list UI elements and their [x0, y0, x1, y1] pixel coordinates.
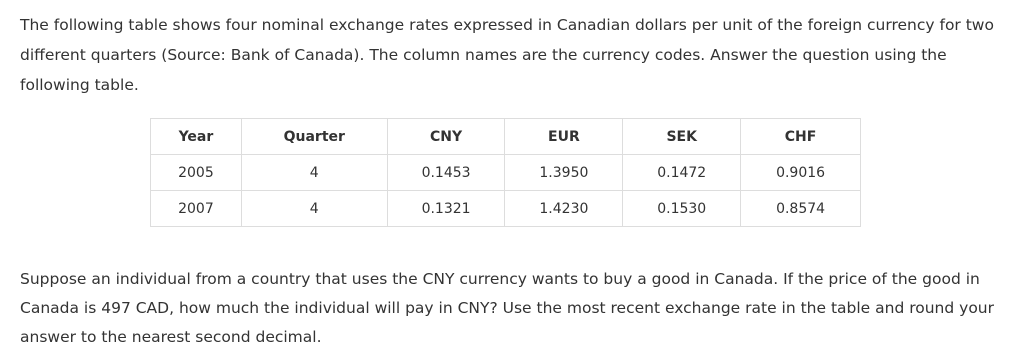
header-chf: CHF — [741, 119, 861, 155]
table-header-row — [151, 119, 861, 155]
cell-sek: 0.1530 — [623, 191, 741, 227]
header-sek: SEK — [623, 119, 741, 155]
cell-sek: 0.1472 — [623, 155, 741, 191]
cell-eur: 1.4230 — [505, 191, 623, 227]
cell-chf: 0.9016 — [741, 155, 861, 191]
cell-cny: 0.1321 — [387, 191, 505, 227]
header-eur: EUR — [505, 119, 623, 155]
cell-year: 2005 — [151, 155, 242, 191]
cell-eur: 1.3950 — [505, 155, 623, 191]
cell-quarter: 4 — [241, 155, 387, 191]
table-row — [151, 155, 861, 191]
cell-year: 2007 — [151, 191, 242, 227]
header-quarter: Quarter — [241, 119, 387, 155]
intro-paragraph: The following table shows four nominal exchange rates expressed in Canadian dollars per unit of the foreign currency for two different quarters (Source: Bank of Canada). The column names are the currency codes. Answer the question using the following table. — [20, 16, 994, 94]
cell-chf: 0.8574 — [741, 191, 861, 227]
header-year: Year — [151, 119, 242, 155]
cell-cny: 0.1453 — [387, 155, 505, 191]
header-cny: CNY — [387, 119, 505, 155]
exchange-rate-table — [150, 118, 861, 227]
cell-quarter: 4 — [241, 191, 387, 227]
question-paragraph: Suppose an individual from a country that uses the CNY currency wants to buy a good in Canada. If the price of the good in Canada is 497 CAD, how much the individual will pay in CNY? Use the most recent exchange rate in the table and round your answer to the nearest second decimal. — [20, 270, 995, 346]
table-row — [151, 191, 861, 227]
